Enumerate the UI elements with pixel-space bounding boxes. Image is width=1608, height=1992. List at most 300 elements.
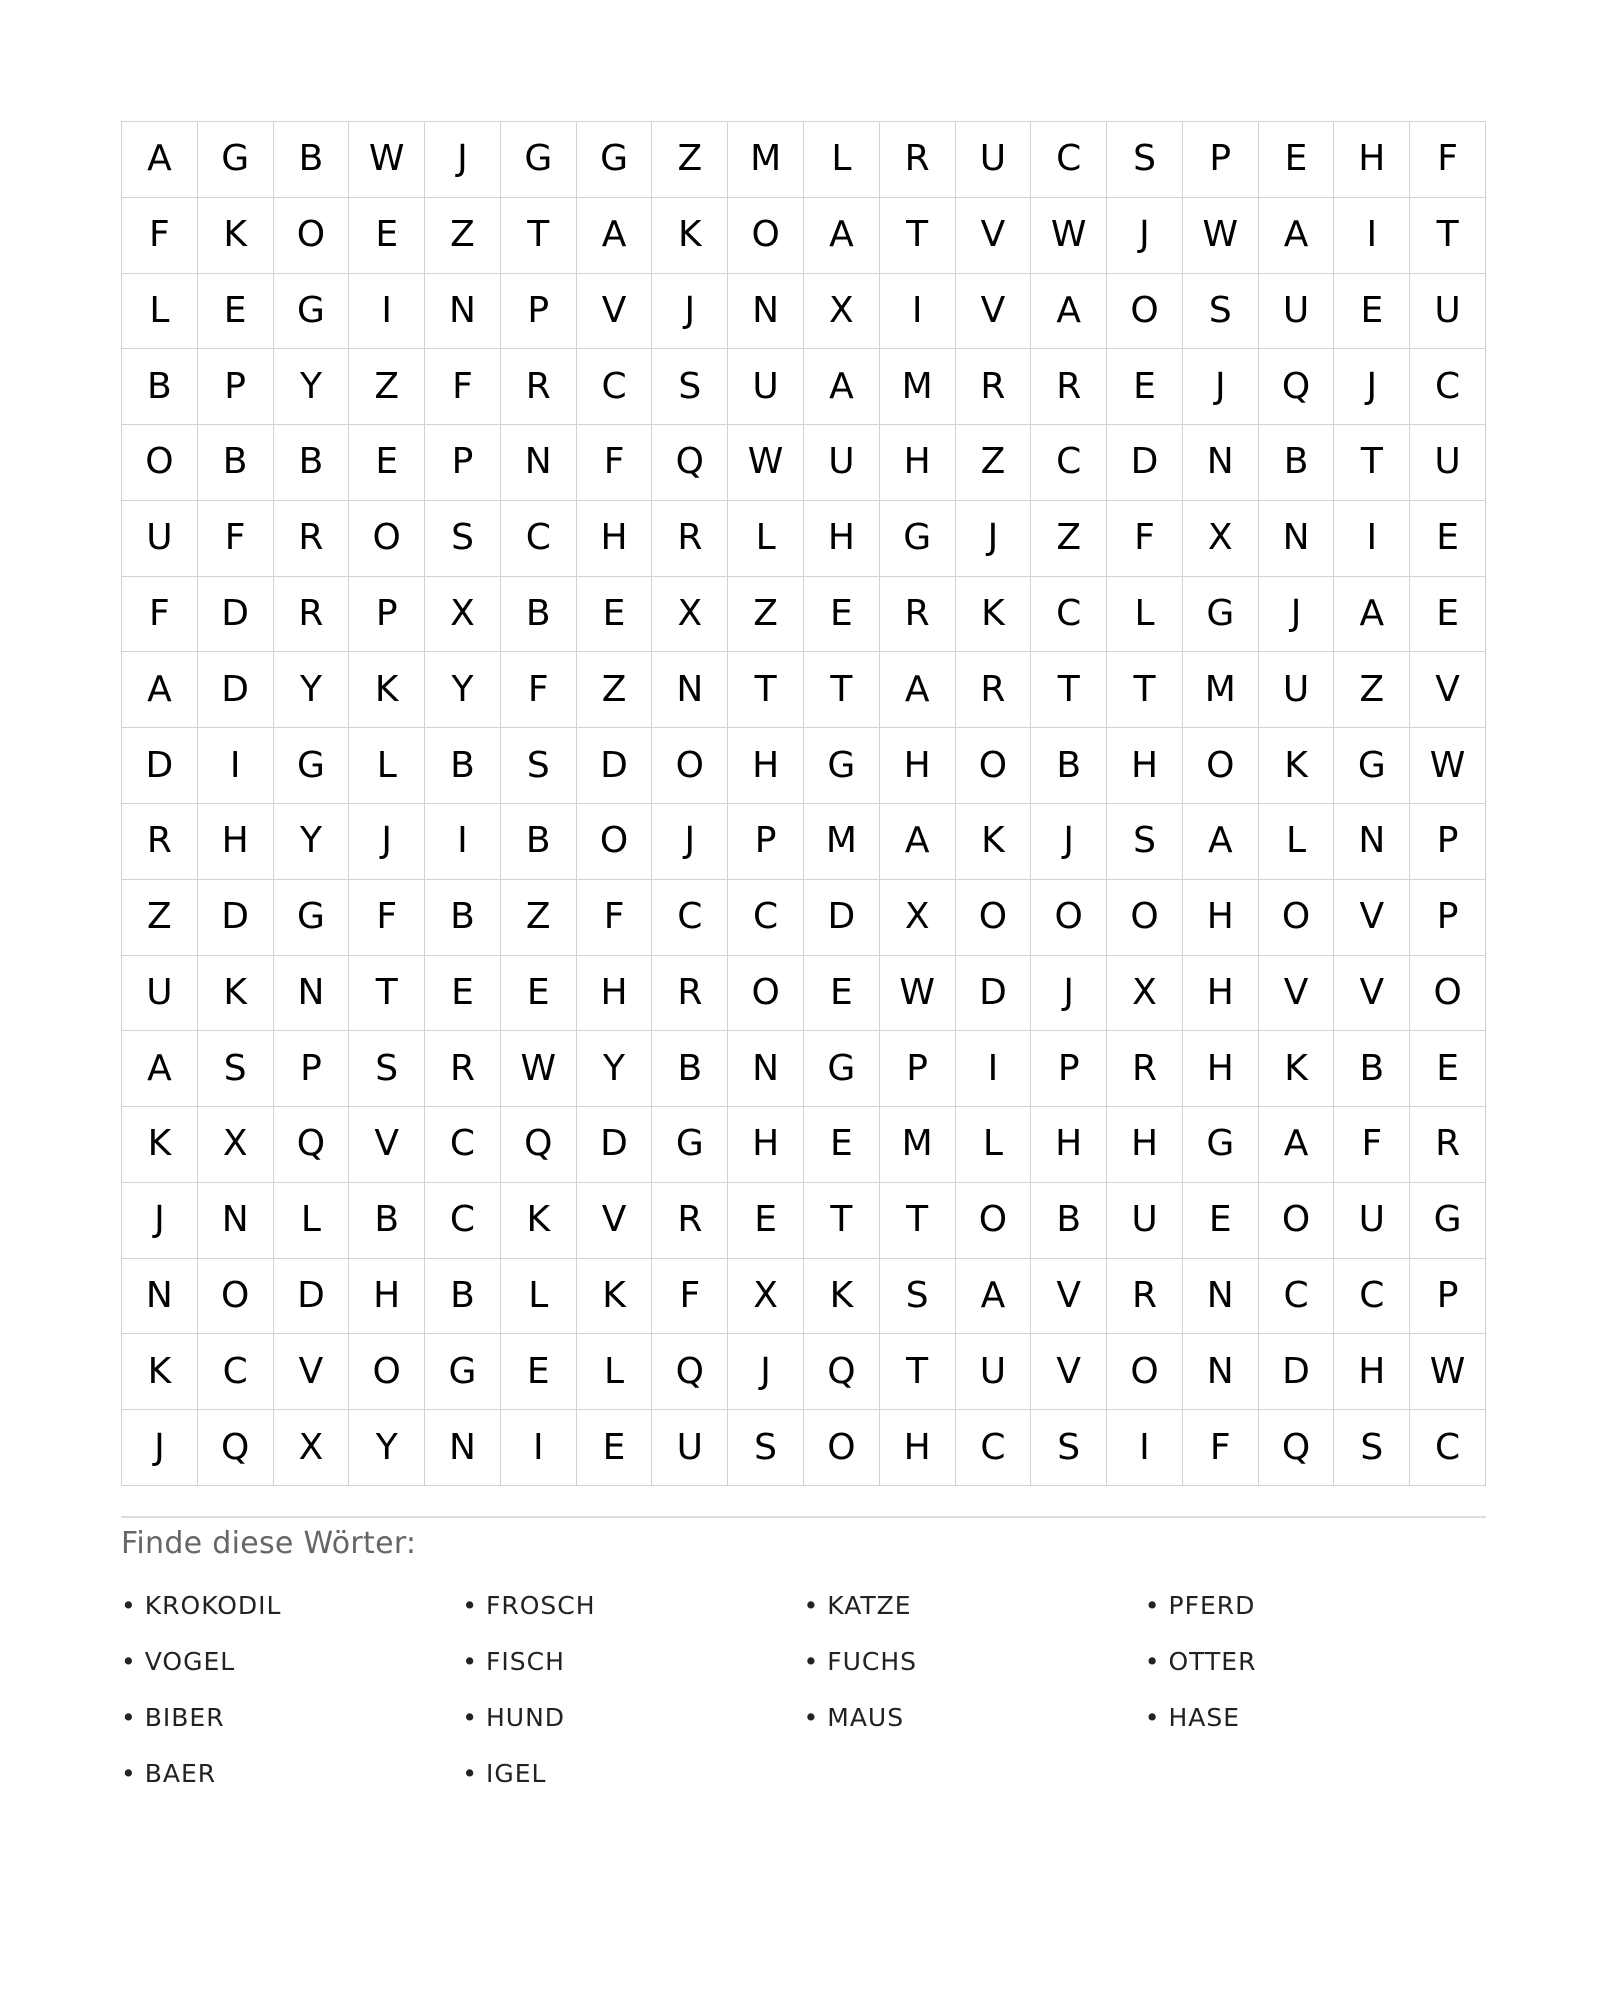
grid-cell[interactable]: J [1183,349,1259,425]
grid-cell[interactable]: W [1410,728,1486,804]
grid-cell[interactable]: M [804,804,880,880]
grid-cell[interactable]: K [122,1334,198,1410]
grid-cell[interactable]: B [501,577,577,653]
grid-cell[interactable]: F [1183,1410,1259,1486]
grid-cell[interactable]: H [1031,1107,1107,1183]
grid-cell[interactable]: O [956,880,1032,956]
grid-cell[interactable]: D [577,1107,653,1183]
grid-cell[interactable]: R [122,804,198,880]
grid-cell[interactable]: O [198,1259,274,1335]
grid-cell[interactable]: H [1107,728,1183,804]
grid-cell[interactable]: R [1410,1107,1486,1183]
grid-cell[interactable]: D [1259,1334,1335,1410]
grid-cell[interactable]: Y [274,349,350,425]
grid-cell[interactable]: J [1031,956,1107,1032]
grid-cell[interactable]: G [880,501,956,577]
grid-cell[interactable]: C [425,1183,501,1259]
grid-cell[interactable]: S [425,501,501,577]
grid-cell[interactable]: U [1259,652,1335,728]
grid-cell[interactable]: K [956,804,1032,880]
grid-cell[interactable]: T [880,1334,956,1410]
grid-cell[interactable]: G [274,728,350,804]
grid-cell[interactable]: I [956,1031,1032,1107]
grid-cell[interactable]: R [652,956,728,1032]
grid-cell[interactable]: H [880,425,956,501]
grid-cell[interactable]: E [1410,501,1486,577]
grid-cell[interactable]: J [956,501,1032,577]
grid-cell[interactable]: D [274,1259,350,1335]
grid-cell[interactable]: R [652,501,728,577]
grid-cell[interactable]: T [804,1183,880,1259]
grid-cell[interactable]: H [728,728,804,804]
grid-cell[interactable]: U [1259,274,1335,350]
grid-cell[interactable]: R [274,577,350,653]
grid-cell[interactable]: Z [1031,501,1107,577]
grid-cell[interactable]: G [577,122,653,198]
grid-cell[interactable]: A [1259,198,1335,274]
grid-cell[interactable]: N [1183,1259,1259,1335]
grid-cell[interactable]: T [501,198,577,274]
grid-cell[interactable]: V [1334,956,1410,1032]
grid-cell[interactable]: W [1410,1334,1486,1410]
grid-cell[interactable]: P [501,274,577,350]
grid-cell[interactable]: M [880,349,956,425]
grid-cell[interactable]: Z [728,577,804,653]
grid-cell[interactable]: L [804,122,880,198]
grid-cell[interactable]: U [804,425,880,501]
grid-cell[interactable]: H [1334,1334,1410,1410]
grid-cell[interactable]: Z [652,122,728,198]
grid-cell[interactable]: A [956,1259,1032,1335]
grid-cell[interactable]: S [1107,122,1183,198]
grid-cell[interactable]: T [880,1183,956,1259]
grid-cell[interactable]: F [1107,501,1183,577]
grid-cell[interactable]: D [577,728,653,804]
grid-cell[interactable]: K [652,198,728,274]
grid-cell[interactable]: O [956,728,1032,804]
grid-cell[interactable]: K [349,652,425,728]
grid-cell[interactable]: V [956,274,1032,350]
grid-cell[interactable]: T [804,652,880,728]
grid-cell[interactable]: X [804,274,880,350]
grid-cell[interactable]: P [198,349,274,425]
grid-cell[interactable]: K [198,198,274,274]
grid-cell[interactable]: G [425,1334,501,1410]
grid-cell[interactable]: D [956,956,1032,1032]
grid-cell[interactable]: S [652,349,728,425]
grid-cell[interactable]: R [1107,1031,1183,1107]
grid-cell[interactable]: O [122,425,198,501]
grid-cell[interactable]: L [1107,577,1183,653]
grid-cell[interactable]: R [652,1183,728,1259]
grid-cell[interactable]: H [577,956,653,1032]
grid-cell[interactable]: J [1031,804,1107,880]
grid-cell[interactable]: V [577,1183,653,1259]
grid-cell[interactable]: A [804,198,880,274]
grid-cell[interactable]: T [1031,652,1107,728]
grid-cell[interactable]: N [274,956,350,1032]
grid-cell[interactable]: A [577,198,653,274]
grid-cell[interactable]: P [274,1031,350,1107]
grid-cell[interactable]: V [1410,652,1486,728]
grid-cell[interactable]: O [349,1334,425,1410]
grid-cell[interactable]: F [1410,122,1486,198]
grid-cell[interactable]: F [425,349,501,425]
grid-cell[interactable]: X [728,1259,804,1335]
grid-cell[interactable]: J [425,122,501,198]
grid-cell[interactable]: N [501,425,577,501]
grid-cell[interactable]: W [880,956,956,1032]
grid-cell[interactable]: V [274,1334,350,1410]
grid-cell[interactable]: N [198,1183,274,1259]
grid-cell[interactable]: E [1259,122,1335,198]
grid-cell[interactable]: O [577,804,653,880]
grid-cell[interactable]: B [652,1031,728,1107]
grid-cell[interactable]: O [728,956,804,1032]
grid-cell[interactable]: S [198,1031,274,1107]
grid-cell[interactable]: F [501,652,577,728]
grid-cell[interactable]: I [1334,501,1410,577]
grid-cell[interactable]: Q [804,1334,880,1410]
grid-cell[interactable]: M [1183,652,1259,728]
grid-cell[interactable]: H [728,1107,804,1183]
grid-cell[interactable]: W [1031,198,1107,274]
grid-cell[interactable]: B [198,425,274,501]
grid-cell[interactable]: V [577,274,653,350]
grid-cell[interactable]: Z [577,652,653,728]
grid-cell[interactable]: E [1107,349,1183,425]
grid-cell[interactable]: E [425,956,501,1032]
grid-cell[interactable]: E [1410,577,1486,653]
grid-cell[interactable]: E [501,1334,577,1410]
grid-cell[interactable]: C [652,880,728,956]
grid-cell[interactable]: V [1031,1334,1107,1410]
grid-cell[interactable]: W [501,1031,577,1107]
grid-cell[interactable]: L [501,1259,577,1335]
grid-cell[interactable]: R [274,501,350,577]
grid-cell[interactable]: H [804,501,880,577]
grid-cell[interactable]: N [1183,1334,1259,1410]
grid-cell[interactable]: S [1031,1410,1107,1486]
grid-cell[interactable]: I [880,274,956,350]
grid-cell[interactable]: N [652,652,728,728]
grid-cell[interactable]: G [804,1031,880,1107]
grid-cell[interactable]: C [956,1410,1032,1486]
grid-cell[interactable]: J [349,804,425,880]
grid-cell[interactable]: B [274,425,350,501]
grid-cell[interactable]: E [804,1107,880,1183]
grid-cell[interactable]: H [880,1410,956,1486]
grid-cell[interactable]: P [1183,122,1259,198]
grid-cell[interactable]: O [1031,880,1107,956]
grid-cell[interactable]: V [1334,880,1410,956]
grid-cell[interactable]: R [425,1031,501,1107]
grid-cell[interactable]: L [1259,804,1335,880]
grid-cell[interactable]: L [577,1334,653,1410]
grid-cell[interactable]: C [1259,1259,1335,1335]
grid-cell[interactable]: E [577,577,653,653]
grid-cell[interactable]: G [804,728,880,804]
grid-cell[interactable]: R [880,122,956,198]
grid-cell[interactable]: K [1259,1031,1335,1107]
grid-cell[interactable]: P [880,1031,956,1107]
grid-cell[interactable]: Q [1259,1410,1335,1486]
grid-cell[interactable]: B [1334,1031,1410,1107]
grid-cell[interactable]: U [1107,1183,1183,1259]
grid-cell[interactable]: I [501,1410,577,1486]
grid-cell[interactable]: R [956,652,1032,728]
grid-cell[interactable]: Y [274,804,350,880]
grid-cell[interactable]: X [425,577,501,653]
grid-cell[interactable]: E [198,274,274,350]
grid-cell[interactable]: M [728,122,804,198]
grid-cell[interactable]: Y [274,652,350,728]
grid-cell[interactable]: S [728,1410,804,1486]
grid-cell[interactable]: S [1334,1410,1410,1486]
grid-cell[interactable]: T [349,956,425,1032]
grid-cell[interactable]: E [501,956,577,1032]
grid-cell[interactable]: N [1183,425,1259,501]
grid-cell[interactable]: E [1334,274,1410,350]
grid-cell[interactable]: E [577,1410,653,1486]
grid-cell[interactable]: R [501,349,577,425]
grid-cell[interactable]: Z [1334,652,1410,728]
grid-cell[interactable]: B [425,728,501,804]
grid-cell[interactable]: Z [956,425,1032,501]
grid-cell[interactable]: B [501,804,577,880]
grid-cell[interactable]: J [1259,577,1335,653]
grid-cell[interactable]: U [956,1334,1032,1410]
grid-cell[interactable]: Q [198,1410,274,1486]
grid-cell[interactable]: S [1183,274,1259,350]
grid-cell[interactable]: B [122,349,198,425]
grid-cell[interactable]: C [1031,425,1107,501]
grid-cell[interactable]: E [804,956,880,1032]
grid-cell[interactable]: P [349,577,425,653]
grid-cell[interactable]: B [1031,728,1107,804]
grid-cell[interactable]: F [652,1259,728,1335]
grid-cell[interactable]: U [1410,274,1486,350]
grid-cell[interactable]: N [122,1259,198,1335]
grid-cell[interactable]: X [652,577,728,653]
grid-cell[interactable]: N [425,1410,501,1486]
grid-cell[interactable]: O [1107,1334,1183,1410]
grid-cell[interactable]: J [122,1410,198,1486]
grid-cell[interactable]: X [1107,956,1183,1032]
grid-cell[interactable]: X [274,1410,350,1486]
grid-cell[interactable]: N [1334,804,1410,880]
grid-cell[interactable]: S [1107,804,1183,880]
grid-cell[interactable]: G [198,122,274,198]
grid-cell[interactable]: P [1410,1259,1486,1335]
grid-cell[interactable]: K [122,1107,198,1183]
grid-cell[interactable]: C [1410,349,1486,425]
grid-cell[interactable]: V [1259,956,1335,1032]
grid-cell[interactable]: E [349,198,425,274]
grid-cell[interactable]: B [425,880,501,956]
grid-cell[interactable]: P [425,425,501,501]
grid-cell[interactable]: A [122,652,198,728]
grid-cell[interactable]: P [1410,880,1486,956]
grid-cell[interactable]: O [804,1410,880,1486]
grid-cell[interactable]: A [1334,577,1410,653]
grid-cell[interactable]: E [728,1183,804,1259]
grid-cell[interactable]: C [728,880,804,956]
grid-cell[interactable]: F [577,880,653,956]
grid-cell[interactable]: J [1107,198,1183,274]
grid-cell[interactable]: I [198,728,274,804]
grid-cell[interactable]: F [122,198,198,274]
grid-cell[interactable]: H [1183,880,1259,956]
grid-cell[interactable]: E [1183,1183,1259,1259]
grid-cell[interactable]: Q [652,1334,728,1410]
grid-cell[interactable]: L [349,728,425,804]
grid-cell[interactable]: O [1107,880,1183,956]
grid-cell[interactable]: A [122,122,198,198]
grid-cell[interactable]: U [728,349,804,425]
grid-cell[interactable]: O [274,198,350,274]
grid-cell[interactable]: J [652,274,728,350]
grid-cell[interactable]: N [728,274,804,350]
grid-cell[interactable]: V [349,1107,425,1183]
grid-cell[interactable]: W [349,122,425,198]
grid-cell[interactable]: C [198,1334,274,1410]
grid-cell[interactable]: K [956,577,1032,653]
grid-cell[interactable]: A [804,349,880,425]
grid-cell[interactable]: H [349,1259,425,1335]
grid-cell[interactable]: U [122,501,198,577]
grid-cell[interactable]: B [349,1183,425,1259]
grid-cell[interactable]: X [1183,501,1259,577]
grid-cell[interactable]: Z [122,880,198,956]
grid-cell[interactable]: Q [1259,349,1335,425]
grid-cell[interactable]: U [1410,425,1486,501]
grid-cell[interactable]: G [274,880,350,956]
grid-cell[interactable]: F [577,425,653,501]
grid-cell[interactable]: F [349,880,425,956]
grid-cell[interactable]: L [274,1183,350,1259]
grid-cell[interactable]: B [1031,1183,1107,1259]
grid-cell[interactable]: T [1107,652,1183,728]
grid-cell[interactable]: G [652,1107,728,1183]
grid-cell[interactable]: A [880,804,956,880]
grid-cell[interactable]: C [577,349,653,425]
grid-cell[interactable]: Z [501,880,577,956]
grid-cell[interactable]: R [1107,1259,1183,1335]
grid-cell[interactable]: G [274,274,350,350]
grid-cell[interactable]: J [1334,349,1410,425]
grid-cell[interactable]: G [1334,728,1410,804]
grid-cell[interactable]: O [956,1183,1032,1259]
grid-cell[interactable]: J [652,804,728,880]
grid-cell[interactable]: O [1107,274,1183,350]
grid-cell[interactable]: K [198,956,274,1032]
grid-cell[interactable]: V [956,198,1032,274]
grid-cell[interactable]: C [1031,577,1107,653]
grid-cell[interactable]: C [1031,122,1107,198]
grid-cell[interactable]: Q [501,1107,577,1183]
grid-cell[interactable]: N [1259,501,1335,577]
grid-cell[interactable]: H [880,728,956,804]
grid-cell[interactable]: A [1259,1107,1335,1183]
grid-cell[interactable]: K [577,1259,653,1335]
grid-cell[interactable]: R [880,577,956,653]
grid-cell[interactable]: R [1031,349,1107,425]
grid-cell[interactable]: K [501,1183,577,1259]
grid-cell[interactable]: C [425,1107,501,1183]
grid-cell[interactable]: T [880,198,956,274]
grid-cell[interactable]: N [728,1031,804,1107]
grid-cell[interactable]: D [122,728,198,804]
grid-cell[interactable]: U [1334,1183,1410,1259]
grid-cell[interactable]: I [425,804,501,880]
grid-cell[interactable]: Q [274,1107,350,1183]
grid-cell[interactable]: M [880,1107,956,1183]
grid-cell[interactable]: O [728,198,804,274]
grid-cell[interactable]: G [1410,1183,1486,1259]
grid-cell[interactable]: Q [652,425,728,501]
grid-cell[interactable]: O [1183,728,1259,804]
grid-cell[interactable]: Z [349,349,425,425]
grid-cell[interactable]: Y [425,652,501,728]
grid-cell[interactable]: D [804,880,880,956]
grid-cell[interactable]: R [956,349,1032,425]
grid-cell[interactable]: P [1410,804,1486,880]
grid-cell[interactable]: B [1259,425,1335,501]
grid-cell[interactable]: W [728,425,804,501]
grid-cell[interactable]: P [1031,1031,1107,1107]
grid-cell[interactable]: T [1410,198,1486,274]
grid-cell[interactable]: L [956,1107,1032,1183]
grid-cell[interactable]: G [501,122,577,198]
grid-cell[interactable]: D [1107,425,1183,501]
grid-cell[interactable]: X [880,880,956,956]
grid-cell[interactable]: D [198,880,274,956]
grid-cell[interactable]: K [1259,728,1335,804]
grid-cell[interactable]: E [804,577,880,653]
grid-cell[interactable]: G [1183,1107,1259,1183]
grid-cell[interactable]: Z [425,198,501,274]
grid-cell[interactable]: D [198,577,274,653]
grid-cell[interactable]: O [652,728,728,804]
grid-cell[interactable]: F [198,501,274,577]
grid-cell[interactable]: H [1183,1031,1259,1107]
grid-cell[interactable]: Y [577,1031,653,1107]
grid-cell[interactable]: F [1334,1107,1410,1183]
grid-cell[interactable]: A [122,1031,198,1107]
grid-cell[interactable]: T [728,652,804,728]
grid-cell[interactable]: A [1183,804,1259,880]
grid-cell[interactable]: U [652,1410,728,1486]
grid-cell[interactable]: T [1334,425,1410,501]
grid-cell[interactable]: J [122,1183,198,1259]
grid-cell[interactable]: W [1183,198,1259,274]
grid-cell[interactable]: I [1107,1410,1183,1486]
grid-cell[interactable]: H [577,501,653,577]
grid-cell[interactable]: I [1334,198,1410,274]
grid-cell[interactable]: G [1183,577,1259,653]
grid-cell[interactable]: H [1107,1107,1183,1183]
grid-cell[interactable]: B [425,1259,501,1335]
grid-cell[interactable]: O [349,501,425,577]
grid-cell[interactable]: C [1410,1410,1486,1486]
grid-cell[interactable]: O [1259,1183,1335,1259]
grid-cell[interactable]: V [1031,1259,1107,1335]
grid-cell[interactable]: A [880,652,956,728]
grid-cell[interactable]: H [1334,122,1410,198]
grid-cell[interactable]: S [501,728,577,804]
grid-cell[interactable]: C [1334,1259,1410,1335]
